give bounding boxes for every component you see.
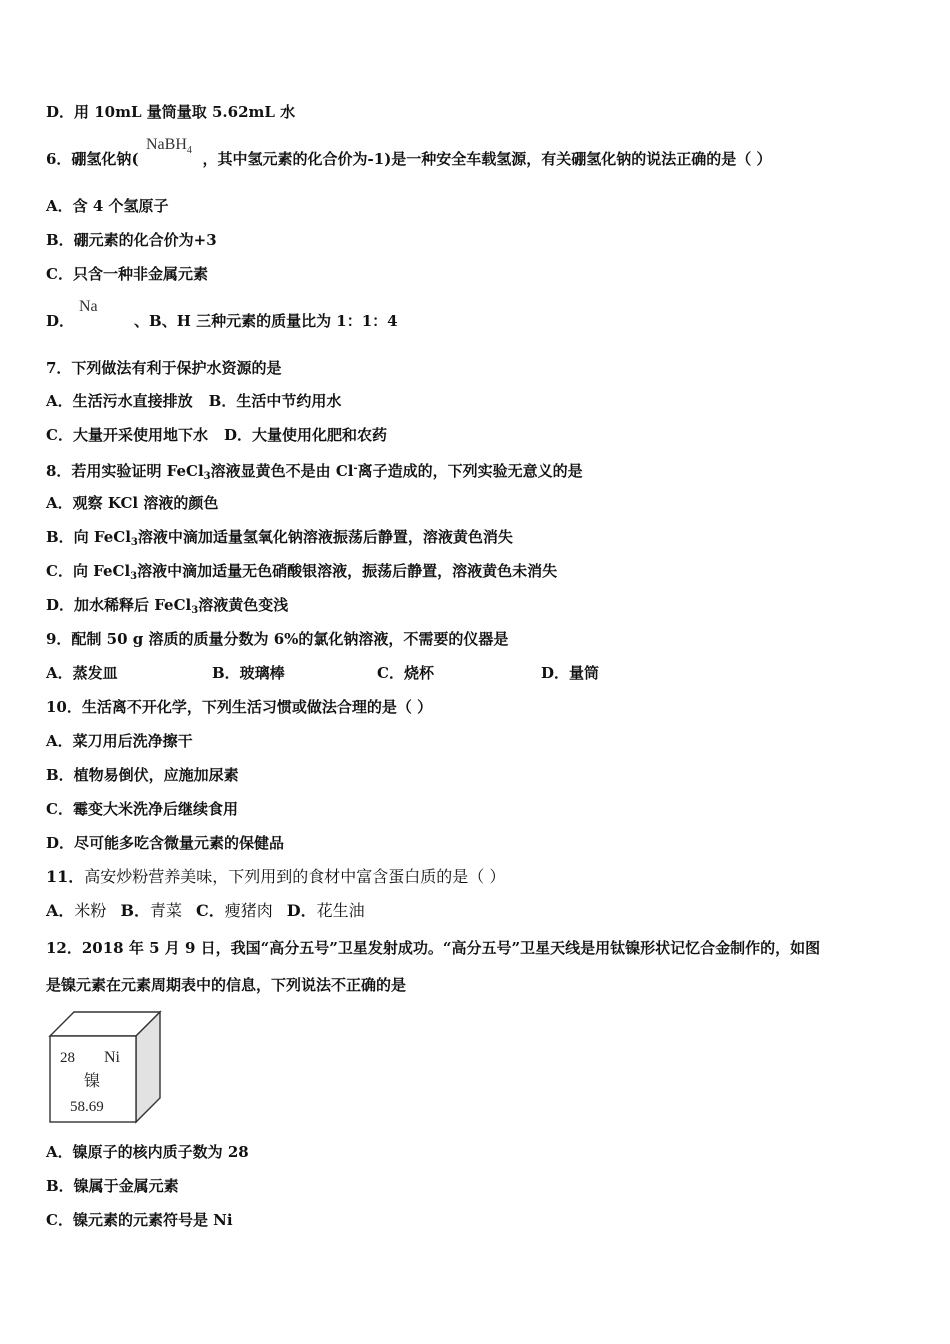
nickel-atomic-mass: 58.69 xyxy=(70,1099,104,1115)
q9-option-a: A．蒸发皿 xyxy=(46,664,118,682)
q8-option-b xyxy=(46,527,513,553)
q8-option-d-sub: 3 xyxy=(191,605,199,616)
q11-option-a-label: A． xyxy=(46,901,75,920)
q8-stem-sup: - xyxy=(353,463,358,474)
q12-option-b: B．镍属于金属元素 xyxy=(46,1177,179,1195)
q6-option-d xyxy=(46,311,398,331)
q8-option-d-b: 溶液黄色变浅 xyxy=(198,596,289,614)
q7-option-a: A．生活污水直接排放 xyxy=(46,392,193,410)
q6-stem-b: ，其中氢元素的化合价为-1)是一种安全车载氢源，有关硼氢化钠的说法正确的是（ ） xyxy=(202,150,772,168)
q11-option-b-label: B． xyxy=(120,901,150,920)
nickel-symbol: Ni xyxy=(104,1049,120,1066)
q12-stem-line1: 12．2018 年 5 月 9 日，我国“高分五号”卫星发射成功。“高分五号”卫星天线是用钛镍形状记忆合金制作的，如图 xyxy=(46,939,821,957)
q8-option-c-b: 溶液中滴加适量无色硝酸银溶液，振荡后静置，溶液黄色未消失 xyxy=(137,562,558,580)
q8-option-b-sub: 3 xyxy=(130,537,138,548)
q5-option-d: D．用 10mL 量筒量取 5.62mL 水 xyxy=(46,103,296,121)
q11-option-d-label: D． xyxy=(286,901,317,920)
nickel-atomic-number: 28 xyxy=(60,1050,75,1066)
q7-options-cd xyxy=(46,425,387,445)
q8-stem-sub: 3 xyxy=(203,471,211,482)
q6-formula-main: NaBH xyxy=(146,136,187,153)
q11-stem-text: 高安炒粉营养美味，下列用到的食材中富含蛋白质的是（ ） xyxy=(84,867,506,886)
q11-option-c-label: C． xyxy=(195,901,225,920)
q8-option-d xyxy=(46,595,288,621)
q12-option-a: A．镍原子的核内质子数为 28 xyxy=(46,1143,249,1161)
nickel-element-tile xyxy=(48,1010,168,1126)
q11-option-c: 瘦猪肉 xyxy=(224,901,273,920)
q6-option-a: A．含 4 个氢原子 xyxy=(46,197,169,215)
q8-stem xyxy=(46,459,583,487)
q8-stem-b: 溶液显黄色不是由 Cl xyxy=(210,462,354,480)
q7-option-d: D．大量使用化肥和农药 xyxy=(223,426,387,444)
nickel-name: 镍 xyxy=(84,1073,101,1090)
q8-stem-c: 离子造成的，下列实验无意义的是 xyxy=(357,462,583,480)
q9-stem: 9．配制 50 g 溶质的质量分数为 6%的氯化钠溶液，不需要的仪器是 xyxy=(46,630,509,648)
q11-stem xyxy=(46,867,505,887)
q10-stem: 10．生活离不开化学，下列生活习惯或做法合理的是（ ） xyxy=(46,698,433,716)
q11-option-d: 花生油 xyxy=(316,901,365,920)
q12-stem-line2: 是镍元素在元素周期表中的信息，下列说法不正确的是 xyxy=(46,976,407,994)
q8-option-b-b: 溶液中滴加适量氢氧化钠溶液振荡后静置，溶液黄色消失 xyxy=(137,528,513,546)
q10-option-a: A．菜刀用后洗净擦干 xyxy=(46,732,193,750)
q6-option-b: B．硼元素的化合价为+3 xyxy=(46,231,217,249)
q11-options xyxy=(46,901,365,921)
q11-number: 11． xyxy=(46,867,85,886)
q6-option-d-formula: Na xyxy=(79,298,98,315)
q9-option-c: C．烧杯 xyxy=(377,664,434,682)
q6-option-c: C．只含一种非金属元素 xyxy=(46,265,208,283)
q6-formula-nabh4 xyxy=(146,136,192,156)
q11-option-a: 米粉 xyxy=(74,901,107,920)
q7-options-ab xyxy=(46,391,341,411)
q12-option-c: C．镍元素的元素符号是 Ni xyxy=(46,1211,233,1229)
q10-option-c: C．霉变大米洗净后继续食用 xyxy=(46,800,238,818)
q7-stem: 7．下列做法有利于保护水资源的是 xyxy=(46,359,282,377)
q8-option-a: A．观察 KCl 溶液的颜色 xyxy=(46,494,219,512)
q8-option-c-a: C．向 FeCl xyxy=(46,562,131,580)
q8-option-c-sub: 3 xyxy=(130,571,138,582)
q10-option-d: D．尽可能多吃含微量元素的保健品 xyxy=(46,834,285,852)
q6-formula-subscript: 4 xyxy=(186,145,192,157)
q6-stem-a: 6．硼氢化钠( xyxy=(46,150,139,168)
q7-option-c: C．大量开采使用地下水 xyxy=(46,426,208,444)
q8-option-d-a: D．加水稀释后 FeCl xyxy=(46,596,192,614)
q11-option-b: 青菜 xyxy=(149,901,182,920)
q7-option-b: B．生活中节约用水 xyxy=(208,392,342,410)
q8-option-c xyxy=(46,561,557,587)
q10-option-b: B．植物易倒伏，应施加尿素 xyxy=(46,766,239,784)
q9-option-d: D．量筒 xyxy=(541,664,600,682)
q6-option-d-suffix: 、B、H 三种元素的质量比为 1：1：4 xyxy=(134,312,398,330)
q8-stem-a: 8．若用实验证明 FeCl xyxy=(46,462,204,480)
q8-option-b-a: B．向 FeCl xyxy=(46,528,131,546)
q6-option-d-prefix: D． xyxy=(46,312,75,330)
q9-option-b: B．玻璃棒 xyxy=(212,664,285,682)
